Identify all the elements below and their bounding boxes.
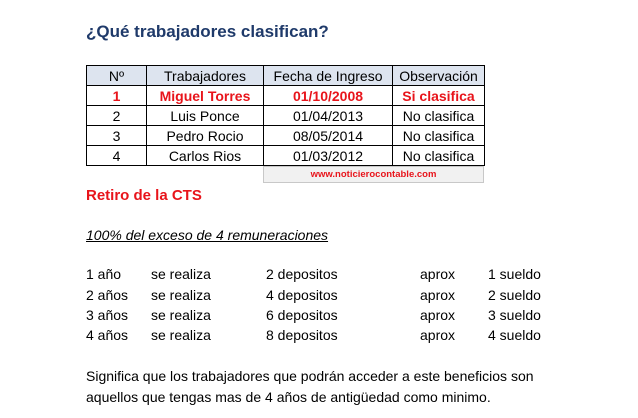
paragraph-line: Significa que los trabajadores que podrán acceder a este beneficios son (86, 368, 534, 384)
table-cell: Pedro Rocio (147, 126, 264, 146)
schedule-salary: 1 sueldo (488, 266, 541, 282)
paragraph-line: aquellos que tengas mas de 4 años de antigüedad como minimo. (86, 389, 491, 405)
schedule-approx: aprox (420, 327, 456, 343)
table-cell: 4 (87, 146, 147, 166)
table-cell: 3 (87, 126, 147, 146)
workers-table (86, 65, 485, 166)
schedule-approx: aprox (420, 307, 456, 323)
table-cell: Miguel Torres (147, 86, 264, 106)
schedule-years: 2 años (86, 287, 129, 303)
summary-paragraph (86, 366, 626, 408)
table-cell: No clasifica (393, 146, 485, 166)
schedule-row (0, 327, 638, 347)
schedule-verb: se realiza (151, 287, 211, 303)
source-credit: www.noticierocontable.com (263, 166, 484, 183)
schedule-salary: 4 sueldo (488, 327, 541, 343)
schedule-verb: se realiza (151, 327, 211, 343)
table-cell: Luis Ponce (147, 106, 264, 126)
column-header: Fecha de Ingreso (264, 66, 393, 86)
table-header-row (87, 66, 485, 86)
table-row (87, 146, 485, 166)
table-cell: No clasifica (393, 126, 485, 146)
table-cell: Carlos Rios (147, 146, 264, 166)
schedule-years: 1 año (86, 266, 122, 282)
section-title: Retiro de la CTS (86, 187, 202, 204)
column-header: Observación (393, 66, 485, 86)
section-subtitle: 100% del exceso de 4 remuneraciones (86, 227, 329, 243)
table-cell: 01/10/2008 (264, 86, 393, 106)
schedule-verb: se realiza (151, 307, 211, 323)
table-row (87, 106, 485, 126)
column-header: Nº (87, 66, 147, 86)
schedule-years: 4 años (86, 327, 129, 343)
schedule-salary: 2 sueldo (488, 287, 541, 303)
table-cell: 08/05/2014 (264, 126, 393, 146)
table-row (87, 86, 485, 106)
schedule-deposits: 6 depositos (266, 307, 338, 323)
schedule-approx: aprox (420, 266, 456, 282)
schedule-deposits: 2 depositos (266, 266, 338, 282)
column-header: Trabajadores (147, 66, 264, 86)
table-cell: 2 (87, 106, 147, 126)
schedule-deposits: 4 depositos (266, 287, 338, 303)
schedule-salary: 3 sueldo (488, 307, 541, 323)
table-cell: Si clasifica (393, 86, 485, 106)
schedule-years: 3 años (86, 307, 129, 323)
table-row (87, 126, 485, 146)
table-cell: 01/04/2013 (264, 106, 393, 126)
page-title: ¿Qué trabajadores clasifican? (86, 22, 329, 41)
schedule-row (0, 287, 638, 307)
schedule-approx: aprox (420, 287, 456, 303)
schedule-row (0, 266, 638, 286)
table-cell: No clasifica (393, 106, 485, 126)
schedule-row (0, 307, 638, 327)
schedule-deposits: 8 depositos (266, 327, 338, 343)
table-cell: 1 (87, 86, 147, 106)
table-cell: 01/03/2012 (264, 146, 393, 166)
schedule-verb: se realiza (151, 266, 211, 282)
